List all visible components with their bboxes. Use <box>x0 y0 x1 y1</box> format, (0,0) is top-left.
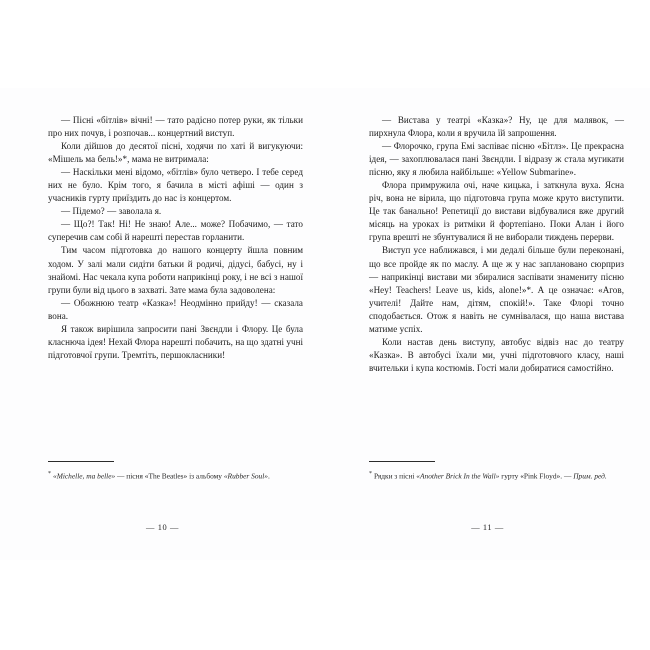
footnote-right <box>369 469 624 482</box>
paragraph: — Обожнюю театр «Казка»! Неодмінно прийду! — сказала вона. <box>48 297 303 321</box>
page-left-footnote-area <box>48 461 303 482</box>
paragraph: Коли настав день виступу, автобус відвіз нас до театру «Казка». В автобусі їхали ми, учні підготовчого класу, наші вчительки і купа костюмів. Гості мали добиратися самостійно. <box>369 336 624 373</box>
footnote-separator-rule <box>48 461 114 462</box>
page-number-right: — 11 — <box>471 523 504 532</box>
paragraph: Виступ усе наближався, і ми дедалі більше були переконані, що все пройде як по маслу. А ще ж у нас заплановано сюрприз — наприкінці вистави ми збиралися заспівати знамениту пісню «Hey! Teachers! Leave us, kids, alone!»*. А це означає: «Агов, учителі! Дайте нам, дітям, спокій!». Таке Флорі точно сподобається. Отож я навіть не сумнівалася, що наша вистава матиме успіх. <box>369 245 624 334</box>
paragraph: Флора примружила очі, наче кицька, і заткнула вуха. Ясна річ, вона не вірила, що підготовча група може круто виступити. Це так банально! Репетиції до вистави відбувалися вже другий місяць на уроках із ритміки й фортепіано. Поки Алан і його група врешті не збунтувалися й не виборали тиждень перерви. <box>369 180 624 243</box>
page-right-body <box>369 114 624 375</box>
footnote-marker: * <box>369 470 372 477</box>
paragraph: Коли дійшов до десятої пісні, ходячи по хаті й вигукуючи: «Мішель ма бель!»*, мама не витримала: <box>48 141 303 165</box>
paragraph: — Підемо? — заволала я. <box>61 206 162 217</box>
paragraph: — Пісні «бітлів» вічні! — тато радісно потер руки, як тільки про них почув, і розпочав... концертний виступ. <box>48 115 303 139</box>
footnote-text: Рядки з пісні «Another Brick In the Wall» гурту «Pink Floyd». — Прим. ред. <box>374 471 607 481</box>
paragraph: — Що?! Так! Ні! Не знаю! Але... може? Побачимо, — тато суперечив сам собі й нарешті перестав горланити. <box>48 219 303 243</box>
footnote-marker: * <box>48 470 51 477</box>
page-number-left: — 10 — <box>146 523 179 532</box>
paragraph: — Флорочко, група Емі заспіває пісню «Бітлз». Це прекрасна ідея, — захоплювалася пані Звєндли. І відразу ж стала мугикати пісню, яку я любила найбільше: «Yellow Submarine». <box>369 141 624 178</box>
footnote-separator-rule <box>369 461 435 462</box>
page-left <box>0 88 325 560</box>
page-right <box>325 88 650 560</box>
paragraph: — Вистава у театрі «Казка»? Ну, це для малявок, — пирхнула Флора, коли я вручила їй запрошення. <box>369 115 624 139</box>
page-gutter <box>324 88 326 560</box>
paragraph: Я також вирішила запросити пані Звєндли і Флору. Це була класнюча ідея! Нехай Флора нарешті побачить, на що здатні учні підготовчої групи. Тремтіть, першокласники! <box>48 323 303 360</box>
footnote-text: «Michelle, ma belle» — пісня «The Beatles» із альбому «Rubber Soul». <box>53 471 270 481</box>
page-left-body <box>48 114 303 362</box>
paragraph: Тим часом підготовка до нашого концерту йшла повним ходом. У залі мали сидіти батьки й родичі, дідусі, бабусі, ну і знайомі. Нас чекала купа роботи наприкінці року, і не всі з нашої групи були від цього в захваті. Зате мама була задоволена: <box>48 245 304 295</box>
footnote-left <box>48 469 303 482</box>
page-right-footnote-area <box>369 461 624 482</box>
paragraph: — Наскільки мені відомо, «бітлів» було четверо. І тебе серед них не було. Крім того, я бачила в місті афіші — один з учасників гурту приїздить до нас із концертом. <box>48 167 303 204</box>
